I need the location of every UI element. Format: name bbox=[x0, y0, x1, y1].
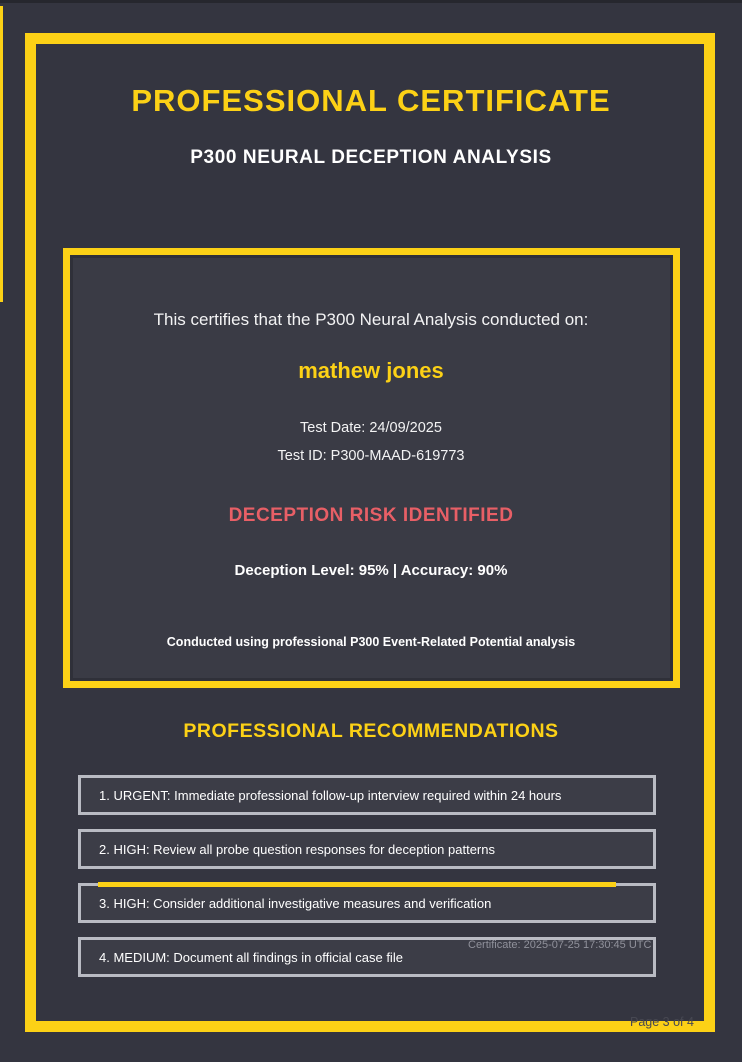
certificate-subtitle: P300 NEURAL DECEPTION ANALYSIS bbox=[190, 147, 552, 168]
test-date: Test Date: 24/09/2025 bbox=[300, 420, 442, 436]
recommendation-item-2: 2. HIGH: Review all probe question responses for deception patterns bbox=[78, 829, 656, 869]
deception-metrics: Deception Level: 95% | Accuracy: 90% bbox=[234, 562, 508, 579]
certificate-title: PROFESSIONAL CERTIFICATE bbox=[131, 83, 611, 118]
recommendation-item-4: 4. MEDIUM: Document all findings in official case file bbox=[78, 937, 656, 977]
top-edge-strip bbox=[0, 0, 742, 3]
recommendation-item-1: 1. URGENT: Immediate professional follow-up interview required within 24 hours bbox=[78, 775, 656, 815]
certificate-timestamp: Certificate: 2025-07-25 17:30:45 UTC bbox=[468, 939, 652, 951]
deception-result: DECEPTION RISK IDENTIFIED bbox=[228, 505, 514, 526]
subject-name: mathew jones bbox=[298, 358, 444, 383]
yellow-divider-line bbox=[98, 882, 616, 887]
recommendation-item-3: 3. HIGH: Consider additional investigative measures and verification bbox=[78, 883, 656, 923]
certifies-statement: This certifies that the P300 Neural Analysis conducted on: bbox=[153, 310, 589, 329]
test-id: Test ID: P300-MAAD-619773 bbox=[277, 448, 465, 464]
page-number: Page 3 of 4 bbox=[630, 1015, 694, 1029]
analysis-method: Conducted using professional P300 Event-Related Potential analysis bbox=[166, 635, 576, 649]
recommendations-heading: PROFESSIONAL RECOMMENDATIONS bbox=[183, 720, 559, 742]
